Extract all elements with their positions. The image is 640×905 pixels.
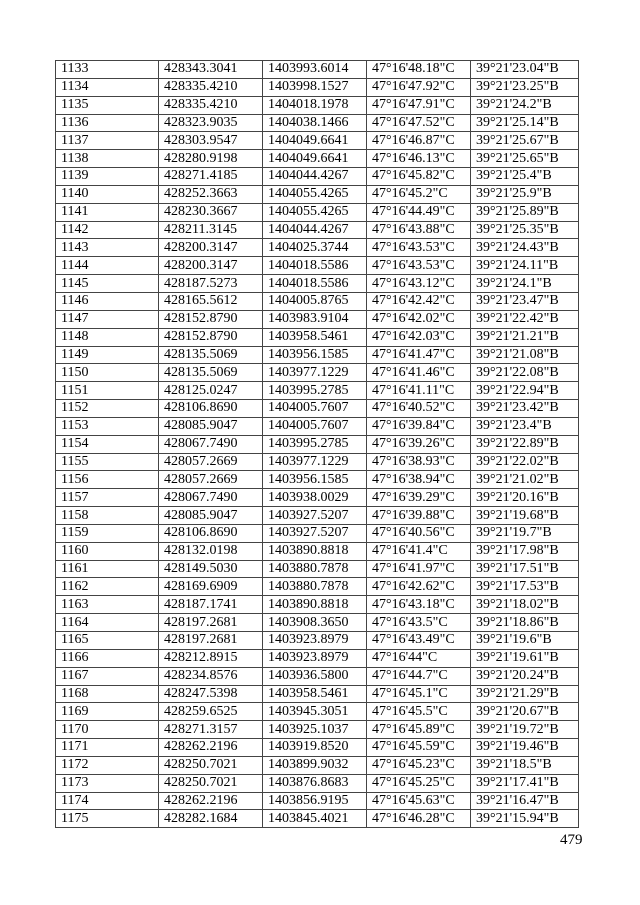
longitude-cell: 39°21'20.24"B <box>471 667 579 685</box>
x-coordinate-cell: 428247.5398 <box>159 685 263 703</box>
longitude-cell: 39°21'22.08"B <box>471 364 579 382</box>
longitude-cell: 39°21'19.61"B <box>471 649 579 667</box>
table-row <box>56 185 579 203</box>
table-row <box>56 542 579 560</box>
point-number-cell: 1143 <box>56 239 159 257</box>
latitude-cell: 47°16'45.1"C <box>367 685 471 703</box>
table-row <box>56 614 579 632</box>
x-coordinate-cell: 428280.9198 <box>159 150 263 168</box>
latitude-cell: 47°16'45.82"C <box>367 168 471 186</box>
y-coordinate-cell: 1403880.7878 <box>263 560 367 578</box>
point-number-cell: 1139 <box>56 168 159 186</box>
x-coordinate-cell: 428106.8690 <box>159 524 263 542</box>
x-coordinate-cell: 428211.3145 <box>159 221 263 239</box>
x-coordinate-cell: 428197.2681 <box>159 614 263 632</box>
longitude-cell: 39°21'18.02"B <box>471 596 579 614</box>
point-number-cell: 1167 <box>56 667 159 685</box>
point-number-cell: 1144 <box>56 257 159 275</box>
y-coordinate-cell: 1403856.9195 <box>263 792 367 810</box>
longitude-cell: 39°21'23.04"B <box>471 61 579 79</box>
point-number-cell: 1172 <box>56 756 159 774</box>
y-coordinate-cell: 1403927.5207 <box>263 507 367 525</box>
y-coordinate-cell: 1403899.9032 <box>263 756 367 774</box>
y-coordinate-cell: 1404025.3744 <box>263 239 367 257</box>
y-coordinate-cell: 1403880.7878 <box>263 578 367 596</box>
x-coordinate-cell: 428335.4210 <box>159 78 263 96</box>
x-coordinate-cell: 428250.7021 <box>159 756 263 774</box>
point-number-cell: 1145 <box>56 275 159 293</box>
longitude-cell: 39°21'19.46"B <box>471 739 579 757</box>
x-coordinate-cell: 428335.4210 <box>159 96 263 114</box>
point-number-cell: 1159 <box>56 524 159 542</box>
y-coordinate-cell: 1403919.8520 <box>263 739 367 757</box>
latitude-cell: 47°16'42.02"C <box>367 310 471 328</box>
latitude-cell: 47°16'45.5"C <box>367 703 471 721</box>
latitude-cell: 47°16'45.89"C <box>367 721 471 739</box>
longitude-cell: 39°21'25.65"B <box>471 150 579 168</box>
latitude-cell: 47°16'42.03"C <box>367 328 471 346</box>
table-row <box>56 400 579 418</box>
y-coordinate-cell: 1404044.4267 <box>263 221 367 239</box>
latitude-cell: 47°16'41.47"C <box>367 346 471 364</box>
table-row <box>56 417 579 435</box>
y-coordinate-cell: 1403995.2785 <box>263 382 367 400</box>
y-coordinate-cell: 1403936.5800 <box>263 667 367 685</box>
x-coordinate-cell: 428282.1684 <box>159 810 263 828</box>
latitude-cell: 47°16'41.46"C <box>367 364 471 382</box>
point-number-cell: 1149 <box>56 346 159 364</box>
point-number-cell: 1134 <box>56 78 159 96</box>
x-coordinate-cell: 428343.3041 <box>159 61 263 79</box>
y-coordinate-cell: 1403938.0029 <box>263 489 367 507</box>
latitude-cell: 47°16'44.49"C <box>367 203 471 221</box>
point-number-cell: 1146 <box>56 292 159 310</box>
point-number-cell: 1136 <box>56 114 159 132</box>
latitude-cell: 47°16'44.7"C <box>367 667 471 685</box>
x-coordinate-cell: 428187.5273 <box>159 275 263 293</box>
y-coordinate-cell: 1403923.8979 <box>263 649 367 667</box>
longitude-cell: 39°21'22.89"B <box>471 435 579 453</box>
longitude-cell: 39°21'19.6"B <box>471 632 579 650</box>
point-number-cell: 1166 <box>56 649 159 667</box>
point-number-cell: 1174 <box>56 792 159 810</box>
latitude-cell: 47°16'43.88"C <box>367 221 471 239</box>
latitude-cell: 47°16'39.26"C <box>367 435 471 453</box>
y-coordinate-cell: 1404055.4265 <box>263 203 367 221</box>
table-row <box>56 239 579 257</box>
table-row <box>56 168 579 186</box>
y-coordinate-cell: 1403958.5461 <box>263 328 367 346</box>
y-coordinate-cell: 1403845.4021 <box>263 810 367 828</box>
latitude-cell: 47°16'42.42"C <box>367 292 471 310</box>
y-coordinate-cell: 1403908.3650 <box>263 614 367 632</box>
latitude-cell: 47°16'41.11"C <box>367 382 471 400</box>
longitude-cell: 39°21'25.14"B <box>471 114 579 132</box>
point-number-cell: 1163 <box>56 596 159 614</box>
table-row <box>56 292 579 310</box>
x-coordinate-cell: 428067.7490 <box>159 435 263 453</box>
longitude-cell: 39°21'18.5"B <box>471 756 579 774</box>
table-row <box>56 96 579 114</box>
latitude-cell: 47°16'45.63"C <box>367 792 471 810</box>
longitude-cell: 39°21'20.16"B <box>471 489 579 507</box>
longitude-cell: 39°21'25.9"B <box>471 185 579 203</box>
y-coordinate-cell: 1404005.7607 <box>263 417 367 435</box>
latitude-cell: 47°16'44"C <box>367 649 471 667</box>
table-row <box>56 792 579 810</box>
latitude-cell: 47°16'39.29"C <box>367 489 471 507</box>
point-number-cell: 1156 <box>56 471 159 489</box>
x-coordinate-cell: 428187.1741 <box>159 596 263 614</box>
y-coordinate-cell: 1403925.1037 <box>263 721 367 739</box>
latitude-cell: 47°16'43.18"C <box>367 596 471 614</box>
x-coordinate-cell: 428152.8790 <box>159 328 263 346</box>
longitude-cell: 39°21'24.2"B <box>471 96 579 114</box>
longitude-cell: 39°21'23.42"B <box>471 400 579 418</box>
table-row <box>56 310 579 328</box>
page-number: 479 <box>560 832 583 848</box>
y-coordinate-cell: 1403945.3051 <box>263 703 367 721</box>
point-number-cell: 1164 <box>56 614 159 632</box>
longitude-cell: 39°21'25.89"B <box>471 203 579 221</box>
point-number-cell: 1169 <box>56 703 159 721</box>
y-coordinate-cell: 1403995.2785 <box>263 435 367 453</box>
latitude-cell: 47°16'43.53"C <box>367 239 471 257</box>
table-row <box>56 489 579 507</box>
point-number-cell: 1137 <box>56 132 159 150</box>
table-row <box>56 578 579 596</box>
y-coordinate-cell: 1403923.8979 <box>263 632 367 650</box>
table-row <box>56 507 579 525</box>
longitude-cell: 39°21'21.08"B <box>471 346 579 364</box>
y-coordinate-cell: 1404018.1978 <box>263 96 367 114</box>
table-row <box>56 364 579 382</box>
y-coordinate-cell: 1404018.5586 <box>263 257 367 275</box>
point-number-cell: 1133 <box>56 61 159 79</box>
table-row <box>56 221 579 239</box>
point-number-cell: 1157 <box>56 489 159 507</box>
y-coordinate-cell: 1403956.1585 <box>263 346 367 364</box>
latitude-cell: 47°16'45.25"C <box>367 774 471 792</box>
table-row <box>56 150 579 168</box>
table-row <box>56 810 579 828</box>
x-coordinate-cell: 428323.9035 <box>159 114 263 132</box>
longitude-cell: 39°21'20.67"B <box>471 703 579 721</box>
y-coordinate-cell: 1403983.9104 <box>263 310 367 328</box>
longitude-cell: 39°21'23.47"B <box>471 292 579 310</box>
x-coordinate-cell: 428250.7021 <box>159 774 263 792</box>
x-coordinate-cell: 428197.2681 <box>159 632 263 650</box>
y-coordinate-cell: 1403927.5207 <box>263 524 367 542</box>
table-row <box>56 560 579 578</box>
x-coordinate-cell: 428067.7490 <box>159 489 263 507</box>
longitude-cell: 39°21'24.11"B <box>471 257 579 275</box>
y-coordinate-cell: 1403977.1229 <box>263 453 367 471</box>
latitude-cell: 47°16'47.52"C <box>367 114 471 132</box>
point-number-cell: 1171 <box>56 739 159 757</box>
longitude-cell: 39°21'16.47"B <box>471 792 579 810</box>
table-row <box>56 756 579 774</box>
point-number-cell: 1141 <box>56 203 159 221</box>
point-number-cell: 1152 <box>56 400 159 418</box>
table-row <box>56 721 579 739</box>
x-coordinate-cell: 428165.5612 <box>159 292 263 310</box>
longitude-cell: 39°21'24.1"B <box>471 275 579 293</box>
table-row <box>56 61 579 79</box>
x-coordinate-cell: 428057.2669 <box>159 453 263 471</box>
point-number-cell: 1151 <box>56 382 159 400</box>
x-coordinate-cell: 428135.5069 <box>159 346 263 364</box>
point-number-cell: 1150 <box>56 364 159 382</box>
y-coordinate-cell: 1403876.8683 <box>263 774 367 792</box>
latitude-cell: 47°16'43.12"C <box>367 275 471 293</box>
point-number-cell: 1160 <box>56 542 159 560</box>
longitude-cell: 39°21'25.35"B <box>471 221 579 239</box>
y-coordinate-cell: 1404005.7607 <box>263 400 367 418</box>
point-number-cell: 1154 <box>56 435 159 453</box>
longitude-cell: 39°21'21.29"B <box>471 685 579 703</box>
table-row <box>56 774 579 792</box>
latitude-cell: 47°16'41.4"C <box>367 542 471 560</box>
y-coordinate-cell: 1403956.1585 <box>263 471 367 489</box>
longitude-cell: 39°21'17.51"B <box>471 560 579 578</box>
x-coordinate-cell: 428262.2196 <box>159 792 263 810</box>
y-coordinate-cell: 1404038.1466 <box>263 114 367 132</box>
x-coordinate-cell: 428057.2669 <box>159 471 263 489</box>
longitude-cell: 39°21'23.25"B <box>471 78 579 96</box>
x-coordinate-cell: 428106.8690 <box>159 400 263 418</box>
latitude-cell: 47°16'45.23"C <box>367 756 471 774</box>
x-coordinate-cell: 428200.3147 <box>159 239 263 257</box>
y-coordinate-cell: 1404005.8765 <box>263 292 367 310</box>
latitude-cell: 47°16'46.13"C <box>367 150 471 168</box>
table-row <box>56 667 579 685</box>
longitude-cell: 39°21'17.41"B <box>471 774 579 792</box>
latitude-cell: 47°16'39.84"C <box>367 417 471 435</box>
longitude-cell: 39°21'18.86"B <box>471 614 579 632</box>
table-row <box>56 524 579 542</box>
point-number-cell: 1161 <box>56 560 159 578</box>
x-coordinate-cell: 428135.5069 <box>159 364 263 382</box>
table-row <box>56 739 579 757</box>
x-coordinate-cell: 428132.0198 <box>159 542 263 560</box>
table-row <box>56 685 579 703</box>
longitude-cell: 39°21'22.02"B <box>471 453 579 471</box>
longitude-cell: 39°21'24.43"B <box>471 239 579 257</box>
longitude-cell: 39°21'21.02"B <box>471 471 579 489</box>
y-coordinate-cell: 1403958.5461 <box>263 685 367 703</box>
latitude-cell: 47°16'38.93"C <box>367 453 471 471</box>
table-row <box>56 257 579 275</box>
table-row <box>56 114 579 132</box>
x-coordinate-cell: 428303.9547 <box>159 132 263 150</box>
y-coordinate-cell: 1404049.6641 <box>263 150 367 168</box>
y-coordinate-cell: 1404055.4265 <box>263 185 367 203</box>
y-coordinate-cell: 1404049.6641 <box>263 132 367 150</box>
point-number-cell: 1168 <box>56 685 159 703</box>
point-number-cell: 1165 <box>56 632 159 650</box>
longitude-cell: 39°21'22.94"B <box>471 382 579 400</box>
y-coordinate-cell: 1403890.8818 <box>263 542 367 560</box>
x-coordinate-cell: 428234.8576 <box>159 667 263 685</box>
latitude-cell: 47°16'48.18"C <box>367 61 471 79</box>
table-row <box>56 346 579 364</box>
latitude-cell: 47°16'43.53"C <box>367 257 471 275</box>
longitude-cell: 39°21'17.53"B <box>471 578 579 596</box>
x-coordinate-cell: 428085.9047 <box>159 507 263 525</box>
x-coordinate-cell: 428152.8790 <box>159 310 263 328</box>
point-number-cell: 1148 <box>56 328 159 346</box>
table-row <box>56 453 579 471</box>
table-row <box>56 703 579 721</box>
latitude-cell: 47°16'46.28"C <box>367 810 471 828</box>
latitude-cell: 47°16'45.2"C <box>367 185 471 203</box>
latitude-cell: 47°16'43.49"C <box>367 632 471 650</box>
longitude-cell: 39°21'15.94"B <box>471 810 579 828</box>
point-number-cell: 1175 <box>56 810 159 828</box>
x-coordinate-cell: 428212.8915 <box>159 649 263 667</box>
x-coordinate-cell: 428230.3667 <box>159 203 263 221</box>
table-row <box>56 382 579 400</box>
longitude-cell: 39°21'17.98"B <box>471 542 579 560</box>
longitude-cell: 39°21'25.67"B <box>471 132 579 150</box>
latitude-cell: 47°16'42.62"C <box>367 578 471 596</box>
point-number-cell: 1170 <box>56 721 159 739</box>
latitude-cell: 47°16'40.52"C <box>367 400 471 418</box>
point-number-cell: 1147 <box>56 310 159 328</box>
latitude-cell: 47°16'41.97"C <box>367 560 471 578</box>
table-row <box>56 596 579 614</box>
latitude-cell: 47°16'40.56"C <box>367 524 471 542</box>
y-coordinate-cell: 1403998.1527 <box>263 78 367 96</box>
table-row <box>56 649 579 667</box>
x-coordinate-cell: 428169.6909 <box>159 578 263 596</box>
point-number-cell: 1155 <box>56 453 159 471</box>
table-row <box>56 632 579 650</box>
x-coordinate-cell: 428200.3147 <box>159 257 263 275</box>
point-number-cell: 1162 <box>56 578 159 596</box>
latitude-cell: 47°16'46.87"C <box>367 132 471 150</box>
latitude-cell: 47°16'45.59"C <box>367 739 471 757</box>
longitude-cell: 39°21'21.21"B <box>471 328 579 346</box>
table-row <box>56 328 579 346</box>
point-number-cell: 1135 <box>56 96 159 114</box>
y-coordinate-cell: 1403993.6014 <box>263 61 367 79</box>
x-coordinate-cell: 428125.0247 <box>159 382 263 400</box>
table-row <box>56 132 579 150</box>
latitude-cell: 47°16'38.94"C <box>367 471 471 489</box>
table-row <box>56 471 579 489</box>
point-number-cell: 1173 <box>56 774 159 792</box>
longitude-cell: 39°21'22.42"B <box>471 310 579 328</box>
longitude-cell: 39°21'19.7"B <box>471 524 579 542</box>
point-number-cell: 1140 <box>56 185 159 203</box>
table-row <box>56 78 579 96</box>
x-coordinate-cell: 428252.3663 <box>159 185 263 203</box>
x-coordinate-cell: 428271.3157 <box>159 721 263 739</box>
coordinates-table <box>55 60 579 828</box>
longitude-cell: 39°21'19.68"B <box>471 507 579 525</box>
point-number-cell: 1153 <box>56 417 159 435</box>
y-coordinate-cell: 1404018.5586 <box>263 275 367 293</box>
x-coordinate-cell: 428085.9047 <box>159 417 263 435</box>
y-coordinate-cell: 1403977.1229 <box>263 364 367 382</box>
latitude-cell: 47°16'43.5"C <box>367 614 471 632</box>
table-row <box>56 435 579 453</box>
table-row <box>56 275 579 293</box>
latitude-cell: 47°16'47.92"C <box>367 78 471 96</box>
longitude-cell: 39°21'25.4"B <box>471 168 579 186</box>
x-coordinate-cell: 428262.2196 <box>159 739 263 757</box>
latitude-cell: 47°16'47.91"C <box>367 96 471 114</box>
x-coordinate-cell: 428259.6525 <box>159 703 263 721</box>
coordinates-table-body <box>56 61 579 828</box>
x-coordinate-cell: 428271.4185 <box>159 168 263 186</box>
point-number-cell: 1142 <box>56 221 159 239</box>
x-coordinate-cell: 428149.5030 <box>159 560 263 578</box>
latitude-cell: 47°16'39.88"C <box>367 507 471 525</box>
point-number-cell: 1138 <box>56 150 159 168</box>
table-row <box>56 203 579 221</box>
longitude-cell: 39°21'19.72"B <box>471 721 579 739</box>
y-coordinate-cell: 1403890.8818 <box>263 596 367 614</box>
point-number-cell: 1158 <box>56 507 159 525</box>
y-coordinate-cell: 1404044.4267 <box>263 168 367 186</box>
longitude-cell: 39°21'23.4"B <box>471 417 579 435</box>
